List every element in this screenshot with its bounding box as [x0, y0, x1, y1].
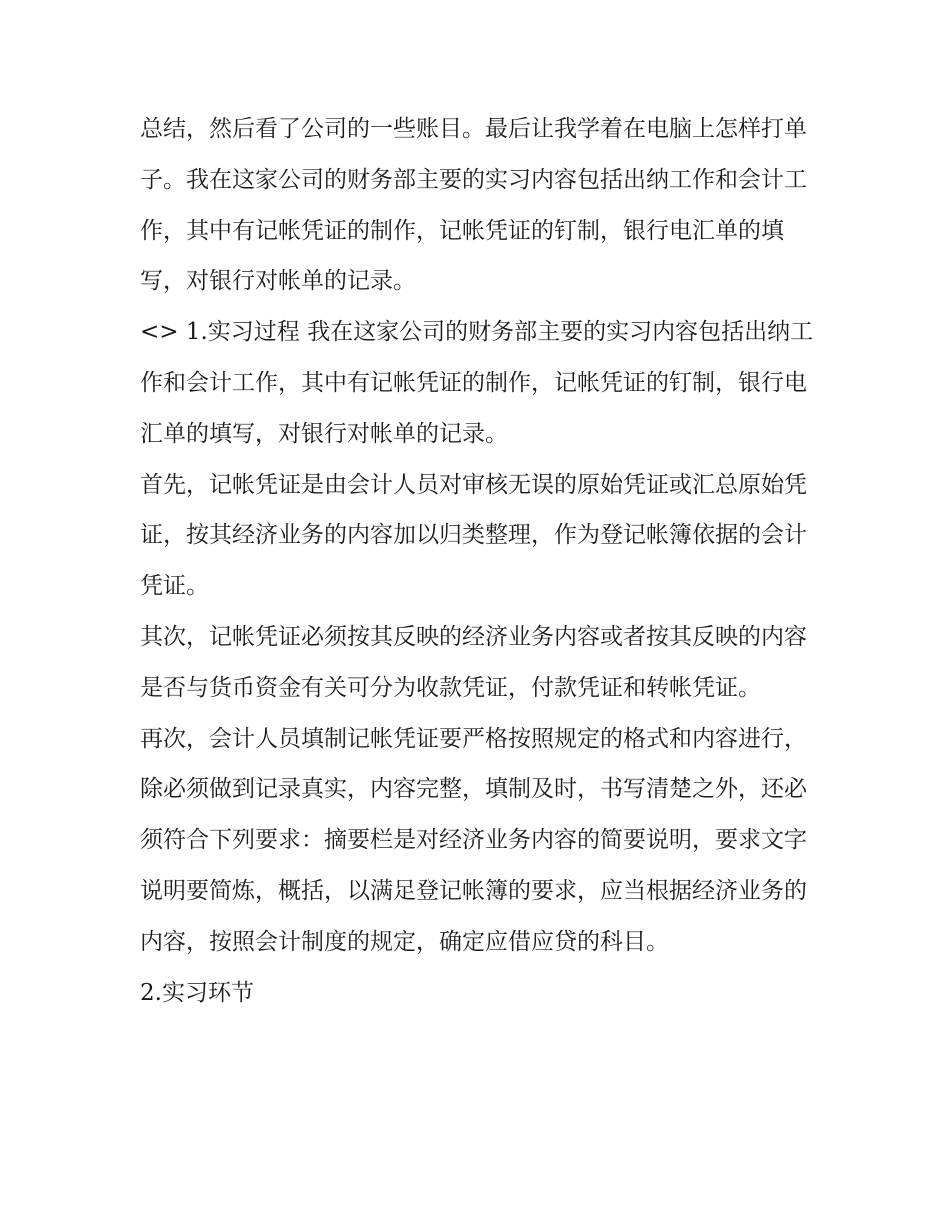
- paragraph-internship-process: <> 1.实习过程 我在这家公司的财务部主要的实习内容包括出纳工作和会计工作，其中有记帐凭证的制作，记帐凭证的钉制，银行电汇单的填写，对银行对帐单的记录。: [140, 319, 814, 447]
- section-heading-internship-stage: 2.实习环节: [140, 979, 254, 1006]
- paragraph-first: 首先，记帐凭证是由会计人员对审核无误的原始凭证或汇总原始凭证，按其经济业务的内容加以归类整理，作为登记帐簿依据的会计凭证。: [140, 471, 807, 600]
- paragraph-third: 再次，会计人员填制记帐凭证要严格按照规定的格式和内容进行，除必须做到记录真实，内容完整，填制及时，书写清楚之外，还必须符合下列要求：摘要栏是对经济业务内容的简要说明，要求文字说明要简炼，概括，以满足登记帐簿的要求，应当根据经济业务的内容，按照会计制度的规定，确定应借应贷的科目。: [140, 725, 807, 955]
- paragraph-summary: 总结，然后看了公司的一些账目。最后让我学着在电脑上怎样打单子。我在这家公司的财务部主要的实习内容包括出纳工作和会计工作，其中有记帐凭证的制作，记帐凭证的钉制，银行电汇单的填写，对银行对帐单的记录。: [140, 116, 807, 295]
- document-body: [140, 104, 820, 1018]
- paragraph-second: 其次，记帐凭证必须按其反映的经济业务内容或者按其反映的内容是否与货币资金有关可分为收款凭证，付款凭证和转帐凭证。: [140, 623, 807, 701]
